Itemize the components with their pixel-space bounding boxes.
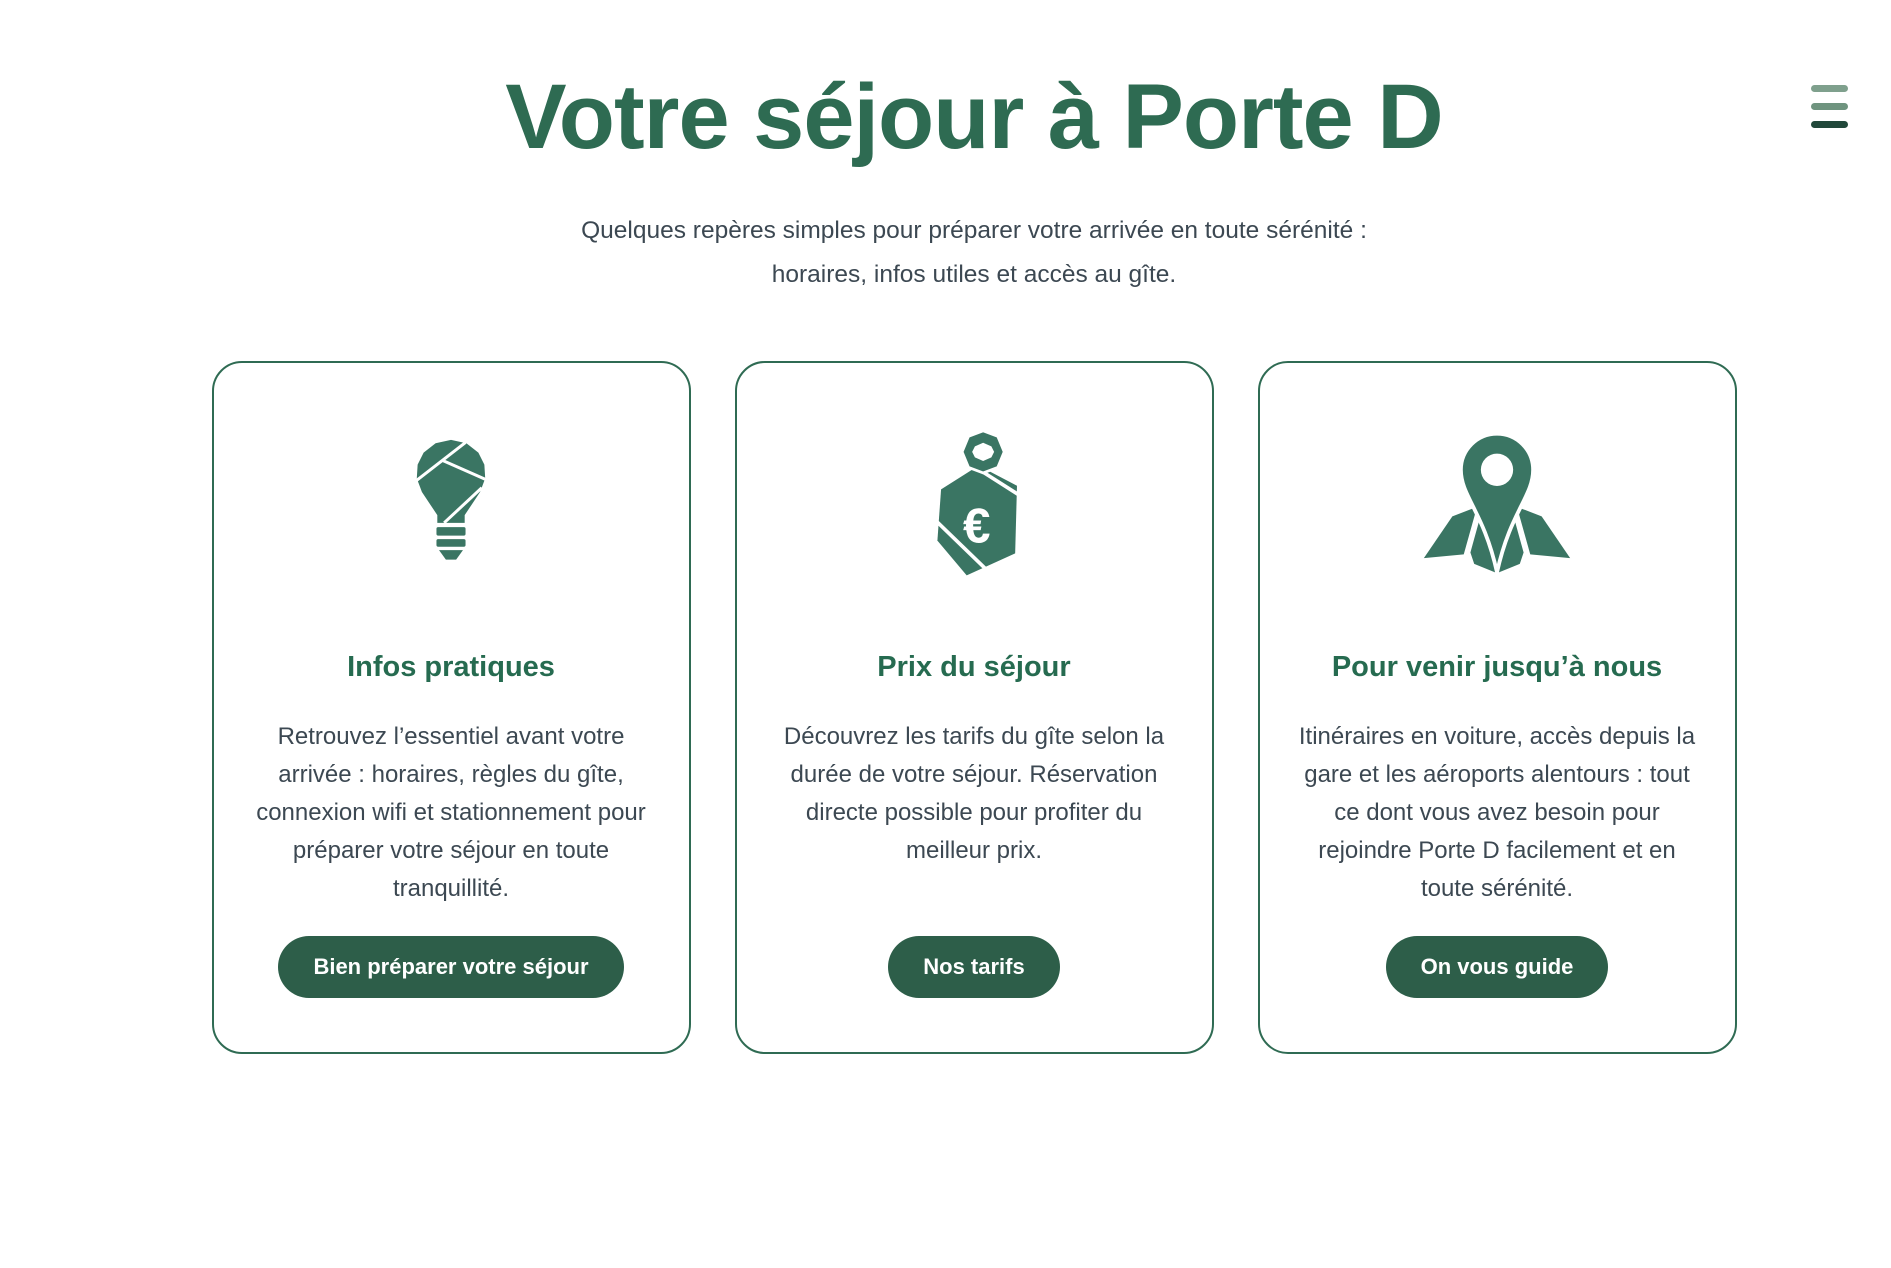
card-description: Retrouvez l’essentiel avant votre arrivée : horaires, règles du gîte, connexion wifi et stationnement pour préparer votre séjour en toute tranquillité. <box>256 723 646 902</box>
menu-bar-top <box>1811 85 1848 92</box>
card-prix-du-sejour <box>735 361 1214 1054</box>
card-icon-box <box>928 429 1020 579</box>
card-description: Découvrez les tarifs du gîte selon la durée de votre séjour. Réservation directe possible pour profiter du meilleur prix. <box>783 723 1165 864</box>
page-subtitle <box>57 209 1891 297</box>
directions-button[interactable]: On vous guide <box>1386 936 1609 998</box>
card-title: Prix du séjour <box>877 651 1071 683</box>
page-subtitle-line1: Quelques repères simples pour préparer votre arrivée en toute sérénité : <box>581 217 1367 244</box>
map-pin-icon <box>1421 431 1573 577</box>
page-subtitle-line2: horaires, infos utiles et accès au gîte. <box>771 261 1177 288</box>
main-section <box>57 60 1891 1054</box>
price-tag-euro-icon <box>928 429 1020 579</box>
card-icon-box <box>1421 429 1573 579</box>
cards-row <box>57 361 1891 1054</box>
rates-button[interactable]: Nos tarifs <box>888 936 1059 998</box>
lightbulb-icon <box>408 439 494 569</box>
page-title: Votre séjour à Porte D <box>505 66 1443 168</box>
card-title: Pour venir jusqu’à nous <box>1331 651 1663 683</box>
card-infos-pratiques <box>212 361 691 1054</box>
menu-bar-bottom <box>1811 121 1848 128</box>
euro-symbol: € <box>963 498 991 554</box>
menu-bar-middle <box>1811 103 1848 110</box>
prepare-stay-button[interactable]: Bien préparer votre séjour <box>278 936 623 998</box>
hamburger-menu-icon[interactable] <box>1811 85 1848 128</box>
card-icon-box <box>408 429 494 579</box>
card-title: Infos pratiques <box>347 651 555 683</box>
card-description: Itinéraires en voiture, accès depuis la gare et les aéroports alentours : tout ce dont vous avez besoin pour rejoindre Porte D facilement et en toute sérénité. <box>1298 723 1696 902</box>
card-pour-venir <box>1258 361 1737 1054</box>
